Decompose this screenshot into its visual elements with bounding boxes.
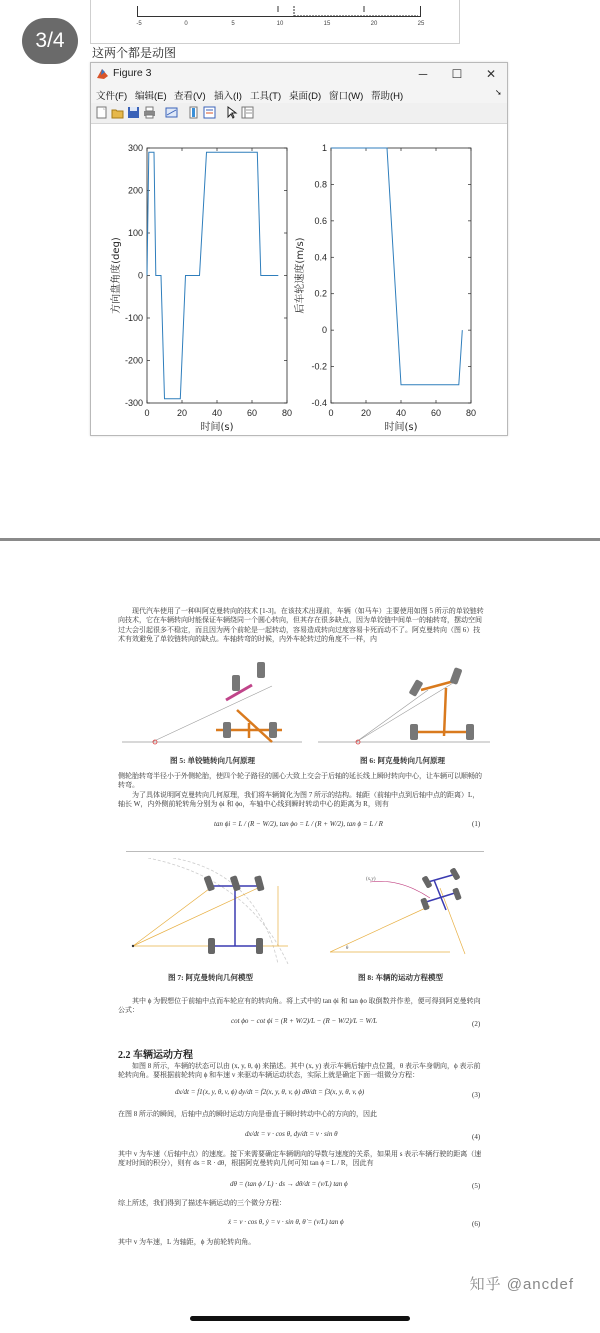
- home-indicator-bar[interactable]: [190, 1316, 410, 1321]
- plot-area: [91, 124, 507, 435]
- plot-1-axes-box: [331, 148, 471, 403]
- plot-1-y-tick-label: 0.2: [314, 288, 327, 299]
- plot-0-y-axis-label: 方向盘角度(deg): [111, 237, 122, 314]
- minimize-button[interactable]: ─: [418, 67, 428, 81]
- equation-6: ẋ = v · cos θ, ẏ = v · sin θ, θ̇ = (v/L) tan ϕ: [228, 1218, 344, 1226]
- image-caption: 这两个都是动图: [92, 46, 177, 60]
- fig6-caption: 图 6: 阿克曼转向几何原理: [360, 756, 445, 765]
- menu-file[interactable]: 文件(F): [96, 91, 128, 102]
- plot-0-x-tick-label: 40: [211, 408, 223, 418]
- plot-0-y-tick-label: 0: [137, 270, 143, 281]
- previous-tick: -5: [136, 21, 142, 27]
- plot-0-x-tick-label: 0: [144, 408, 150, 418]
- previous-tick: 0: [184, 21, 188, 27]
- window-title: Figure 3: [113, 67, 152, 79]
- equation-2: cot ϕo − cot ϕi = (R + W/2)/L − (R − W/2)/L = W/L: [231, 1017, 378, 1025]
- matlab-figure-window: [90, 62, 508, 436]
- menu-tools[interactable]: 工具(T): [250, 91, 282, 102]
- plot-0-x-tick-label: 80: [281, 408, 293, 418]
- equation-4-number: (4): [472, 1133, 481, 1141]
- doc-paragraph-speed: 其中 v 为车速（后轴中点）的速度。接下来需要确定车辆朝向的导数与速度的关系，如果用 s 表示车辆行驶的距离（速度对时间的积分），则有 ds = R · dθ，根据阿克曼转向几何可知 tan ϕ = L / R，因此有: [118, 1150, 482, 1168]
- doc-paragraph-turning: 侧轮胎转弯半径小于外侧轮胎，使四个轮子路径的圆心大致上交会于后轴的延长线上瞬时转向中心，让车辆可以顺畅的转弯。: [118, 772, 482, 790]
- figure-separator: [126, 851, 484, 852]
- plot-1-x-tick-label: 40: [395, 408, 407, 418]
- section-divider: [0, 538, 600, 541]
- plot-0-y-tick-label: 100: [127, 228, 143, 238]
- equation-4: dx/dt = v · cos θ, dy/dt = v · sin θ: [245, 1130, 338, 1138]
- equation-5-number: (5): [472, 1182, 481, 1190]
- section-heading: 2.2 车辆运动方程: [118, 1050, 193, 1061]
- menu-insert[interactable]: 插入(I): [214, 91, 242, 102]
- plot-1-y-tick-label: 0.6: [314, 215, 327, 226]
- plot-0-y-tick-label: 200: [127, 185, 143, 196]
- plot-1-y-tick-label: 0.8: [314, 179, 327, 190]
- plot-1-y-tick-label: -0.4: [311, 398, 327, 408]
- dock-arrow-icon[interactable]: ➘: [495, 88, 502, 97]
- fig7-ackermann-model-diagram: [128, 858, 303, 964]
- menu-help[interactable]: 帮助(H): [371, 91, 404, 102]
- fig8-motion-model-diagram: [330, 868, 490, 960]
- previous-tick: 10: [276, 21, 284, 27]
- previous-tick: 5: [231, 21, 235, 27]
- fig8-point-label: (x,y): [366, 877, 376, 882]
- plot-0-y-tick-label: -300: [124, 398, 143, 408]
- equation-3: dx/dt = f1(x, y, θ, v, ϕ) dy/dt = f2(x, y, θ, v, ϕ) dθ/dt = f3(x, y, θ, v, ϕ): [175, 1088, 365, 1096]
- plot-0-y-tick-label: -100: [124, 313, 143, 323]
- plot-0-x-tick-label: 60: [246, 408, 258, 418]
- fig8-caption: 图 8: 车辆的运动方程模型: [358, 973, 443, 982]
- previous-tick: 25: [417, 21, 425, 27]
- print-icon[interactable]: [143, 106, 156, 119]
- doc-paragraph-summary: 综上所述，我们得到了描述车辆运动的三个微分方程：: [118, 1199, 286, 1207]
- new-figure-icon[interactable]: [95, 106, 108, 119]
- plot-0-y-tick-label: -200: [124, 355, 143, 366]
- close-button[interactable]: ✕: [485, 67, 497, 81]
- plot-1-y-tick-label: 1: [321, 143, 327, 153]
- edit-plot-cursor-icon[interactable]: [225, 106, 238, 119]
- insert-legend-icon[interactable]: [203, 106, 216, 119]
- property-editor-icon[interactable]: [241, 106, 254, 119]
- previous-tick: 20: [370, 21, 378, 27]
- figure-plots-svg: [91, 124, 507, 435]
- plot-1-x-tick-label: 60: [430, 408, 442, 418]
- plot-1-x-axis-label: 时间(s): [384, 422, 418, 433]
- matlab-logo-icon: [96, 67, 109, 80]
- fig5-caption: 图 5: 单铰链转向几何原理: [170, 756, 255, 765]
- previous-figure-axis: [137, 6, 421, 17]
- fig6-ackermann-diagram: [318, 660, 490, 752]
- menu-edit[interactable]: 编辑(E): [135, 91, 167, 102]
- plot-1-y-tick-label: 0.4: [314, 252, 327, 263]
- doc-paragraph-phi: 其中 ϕ 为假想位于前轴中点而车轮应有的转向角。将上式中的 tan ϕi 和 tan ϕo 取倒数并作差，便可得到阿克曼转向公式：: [118, 997, 481, 1015]
- link-plot-icon[interactable]: [165, 106, 178, 119]
- menu-window[interactable]: 窗口(W): [329, 91, 364, 102]
- save-icon[interactable]: [127, 106, 140, 119]
- equation-5: dθ = (tan ϕ / L) · ds → dθ/dt = (v/L) tan ϕ: [230, 1180, 348, 1188]
- open-file-icon[interactable]: [111, 106, 124, 119]
- plot-1-x-tick-label: 80: [465, 408, 477, 418]
- plot-0-x-axis-label: 时间(s): [200, 422, 234, 433]
- fig7-caption: 图 7: 阿克曼转向几何模型: [168, 973, 253, 982]
- toolbar: [91, 103, 507, 124]
- plot-1-y-tick-label: 0: [321, 325, 327, 336]
- plot-1-y-tick-label: -0.2: [311, 361, 327, 372]
- equation-1-number: (1): [472, 820, 481, 828]
- equation-1: tan ϕi = L / (R − W/2), tan ϕo = L / (R + W/2), tan ϕ = L / R: [214, 820, 383, 828]
- equation-3-number: (3): [472, 1091, 481, 1099]
- plot-1-y-axis-label: 后车轮速度(m/s): [295, 237, 306, 314]
- doc-paragraph-intro: 现代汽车使用了一种叫阿克曼转向的技术 [1-3]。在该技术出现前，车辆（如马车）主要使用如图 5 所示的单铰链转向技术，它在车辆转向时能保证车辆绕同一个圆心转向，但其存在很多缺点，因为单铰链中间单一的轴转弯，摆动空间过大会引起很多不稳定，而且因为两个前轮是一起转动，容易造成转向过度容易卡死而动不了。阿克曼转向（图 6）技术有效避免了单铰链转向的缺点。车轴转弯的时候，内外车轮转过的角度不一样，内: [118, 607, 484, 644]
- page-indicator-badge: 3/4: [22, 18, 78, 64]
- plot-0-y-tick-label: 300: [127, 143, 143, 153]
- plot-1-x-tick-label: 0: [328, 408, 334, 418]
- title-bar[interactable]: [91, 63, 507, 85]
- plot-1-x-tick-label: 20: [360, 408, 372, 418]
- previous-tick: 15: [323, 21, 331, 27]
- menu-bar: [91, 85, 507, 103]
- insert-colorbar-icon[interactable]: [187, 106, 200, 119]
- equation-6-number: (6): [472, 1220, 481, 1228]
- fig5-single-hinge-diagram: [122, 660, 302, 752]
- doc-paragraph-symbols: 其中 v 为车速，L 为轴距，ϕ 为前轮转向角。: [118, 1238, 256, 1246]
- previous-figure: [90, 0, 460, 44]
- doc-paragraph-state: 如图 8 所示，车辆的状态可以由 (x, y, θ, ϕ) 来描述。其中 (x, y) 表示车辆后轴中点位置，θ 表示车身朝向，ϕ 表示前轮转向角。要根据前轮转向 ϕ 和车速 v 来驱动车辆运动状态，实际上就是确定下面一组微分方程：: [118, 1062, 481, 1080]
- equation-2-number: (2): [472, 1020, 481, 1028]
- menu-view[interactable]: 查看(V): [174, 91, 206, 102]
- plot-0-x-tick-label: 20: [176, 408, 188, 418]
- fig8-angle-label: θ: [346, 946, 349, 951]
- menu-desktop[interactable]: 桌面(D): [289, 91, 322, 102]
- doc-paragraph-ackermann: 为了具体说明阿克曼转向几何原理，我们将车辆简化为图 7 所示的结构。轴距（前轴中点到后轴中点的距离）L，轴长 W，内外侧前轮转角分别为 ϕi 和 ϕo，车轴中心线到瞬时转动中心的距离为 R，则有: [118, 791, 480, 809]
- doc-paragraph-instant: 在图 8 所示的瞬间，后轴中点的瞬时运动方向是垂直于瞬时转动中心的方向的，因此: [118, 1110, 377, 1118]
- maximize-button[interactable]: ☐: [451, 67, 463, 81]
- zhihu-watermark: 知乎 @ancdef: [469, 1276, 574, 1293]
